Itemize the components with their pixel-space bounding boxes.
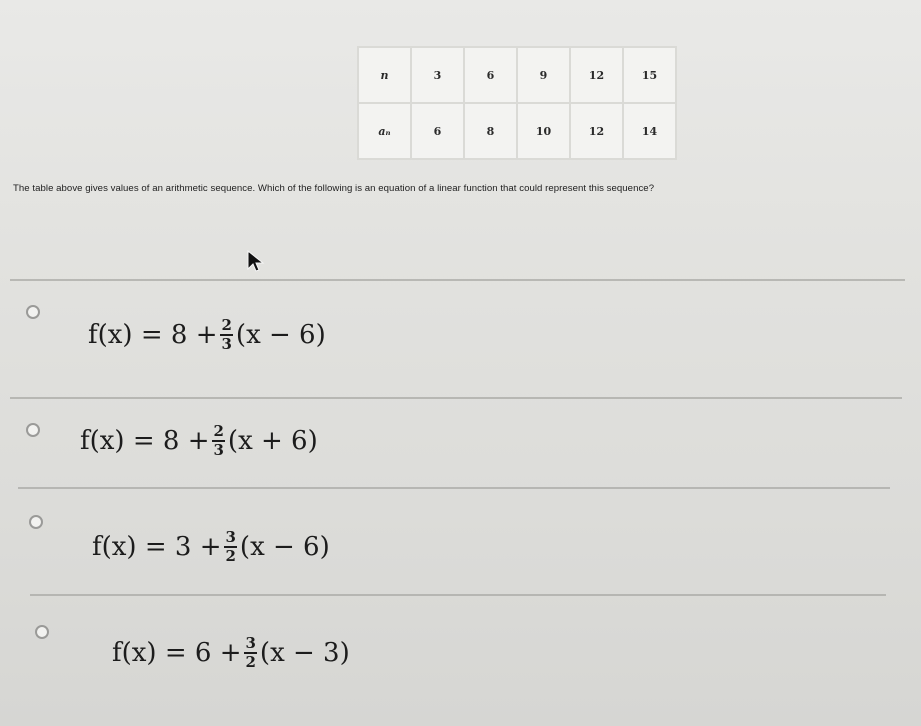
table-cell: n	[358, 47, 411, 103]
equation-rhs: (x + 6)	[227, 426, 318, 456]
fraction-denominator: 2	[245, 653, 256, 671]
fraction-numerator: 2	[213, 422, 224, 440]
table-cell: 12	[570, 47, 623, 103]
fraction	[244, 636, 256, 670]
table-cell: 6	[464, 47, 517, 103]
mouse-pointer-icon	[246, 249, 266, 273]
table-cell: 10	[517, 103, 570, 159]
equation-lhs: f(x) = 8 +	[80, 426, 210, 456]
option-c-radio[interactable]	[29, 515, 43, 529]
fraction	[224, 530, 236, 564]
divider	[10, 279, 905, 281]
table-row	[358, 103, 676, 159]
fraction-denominator: 3	[221, 335, 232, 353]
fraction-numerator: 2	[221, 316, 232, 334]
option-b-radio[interactable]	[26, 423, 40, 437]
fraction-numerator: 3	[225, 528, 236, 546]
question-text: The table above gives values of an arithmetic sequence. Which of the following is an equation of a linear function that could represent this sequence?	[13, 183, 655, 194]
option-c-equation[interactable]	[92, 530, 330, 564]
equation-rhs: (x − 6)	[239, 532, 330, 562]
equation-lhs: f(x) = 6 +	[112, 638, 242, 668]
equation-lhs: f(x) = 3 +	[92, 532, 222, 562]
equation-rhs: (x − 6)	[235, 320, 326, 350]
fraction-numerator: 3	[245, 634, 256, 652]
divider	[30, 594, 886, 596]
fraction	[220, 318, 232, 352]
option-d-equation[interactable]	[112, 636, 350, 670]
table-cell: 3	[411, 47, 464, 103]
table-row	[358, 47, 676, 103]
table-cell: 8	[464, 103, 517, 159]
equation-lhs: f(x) = 8 +	[88, 320, 218, 350]
fraction	[212, 424, 224, 458]
option-d-radio[interactable]	[35, 625, 49, 639]
divider	[18, 487, 890, 489]
sequence-table	[357, 46, 677, 160]
divider	[10, 397, 902, 399]
table-cell: 14	[623, 103, 676, 159]
option-a-radio[interactable]	[26, 305, 40, 319]
fraction-denominator: 2	[225, 547, 236, 565]
table-cell: aₙ	[358, 103, 411, 159]
option-a-equation[interactable]	[88, 318, 326, 352]
table-cell: 9	[517, 47, 570, 103]
table-cell: 6	[411, 103, 464, 159]
fraction-denominator: 3	[213, 441, 224, 459]
option-b-equation[interactable]	[80, 424, 318, 458]
table-cell: 12	[570, 103, 623, 159]
equation-rhs: (x − 3)	[259, 638, 350, 668]
table-cell: 15	[623, 47, 676, 103]
